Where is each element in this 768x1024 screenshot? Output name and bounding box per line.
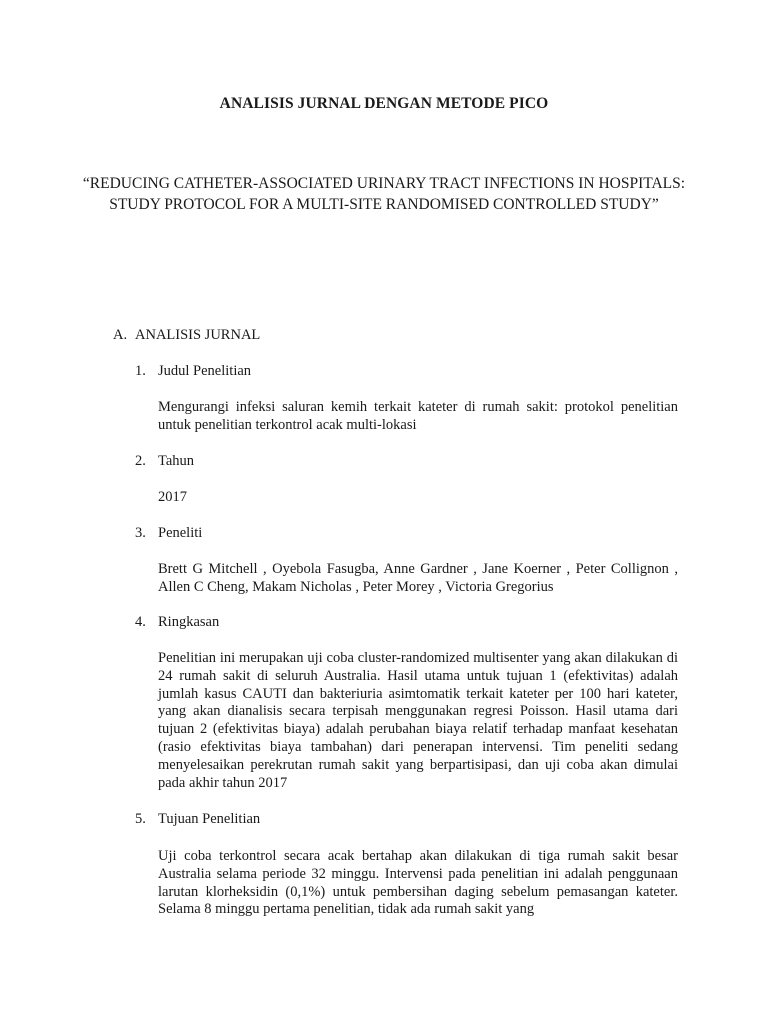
journal-title: “REDUCING CATHETER-ASSOCIATED URINARY TRACT INFECTIONS IN HOSPITALS: STUDY PROTOCOL FOR A MULTI-SITE RANDOMISED CONTROLLED STUDY”	[82, 175, 686, 213]
item-heading-tujuan	[135, 811, 260, 828]
section-heading	[113, 327, 260, 344]
item-heading-tahun	[135, 453, 194, 470]
item-number: 3.	[135, 525, 146, 541]
item-heading-label: Tahun	[158, 453, 195, 469]
section-label: ANALISIS JURNAL	[135, 327, 261, 343]
item-heading-judul	[135, 363, 251, 380]
item-number: 1.	[135, 363, 146, 379]
item-body-peneliti: Brett G Mitchell , Oyebola Fasugba, Anne Gardner , Jane Koerner , Peter Collignon , Allen C Cheng, Makam Nicholas , Peter Morey , Victoria Gregorius	[158, 561, 678, 595]
item-body-judul: Mengurangi infeksi saluran kemih terkait kateter di rumah sakit: protokol penelitian untuk penelitian terkontrol acak multi-lokasi	[158, 399, 678, 433]
item-body-ringkasan: Penelitian ini merupakan uji coba cluster-randomized multisenter yang akan dilakukan di 24 rumah sakit di seluruh Australia. Hasil utama untuk tujuan 1 (efektivitas) adalah jumlah kasus CAUTI dan bakteriuria asimtomatik terkait kateter per 100 hari kateter, yang akan dianalisis secara terpisah menggunakan regresi Poisson. Hasil utama dari tujuan 2 (efektivitas biaya) adalah perubahan biaya relatif terhadap manfaat kesehatan (rasio efektivitas biaya tambahan) dari penerapan intervensi. Tim peneliti sedang menyelesaikan perekrutan rumah sakit yang berpartisipasi, dan uji coba akan dimulai pada akhir tahun 2017	[158, 650, 678, 791]
item-number: 4.	[135, 614, 146, 630]
item-heading-peneliti	[135, 525, 202, 542]
item-heading-ringkasan	[135, 614, 219, 631]
document-title: ANALISIS JURNAL DENGAN METODE PICO	[219, 95, 549, 112]
item-heading-label: Judul Penelitian	[158, 363, 252, 379]
item-body-tahun: 2017	[158, 489, 187, 505]
item-body-tujuan: Uji coba terkontrol secara acak bertahap akan dilakukan di tiga rumah sakit besar Australia selama periode 32 minggu. Intervensi pada penelitian ini adalah penggunaan larutan klorheksidin (0,1%) untuk pembersihan daging sebelum pemasangan kateter. Selama 8 minggu pertama penelitian, tidak ada rumah sakit yang	[158, 848, 678, 918]
item-heading-label: Tujuan Penelitian	[158, 811, 261, 827]
section-marker: A.	[113, 327, 128, 343]
item-heading-label: Peneliti	[158, 525, 203, 541]
item-heading-label: Ringkasan	[158, 614, 220, 630]
item-number: 2.	[135, 453, 146, 469]
item-number: 5.	[135, 811, 146, 827]
